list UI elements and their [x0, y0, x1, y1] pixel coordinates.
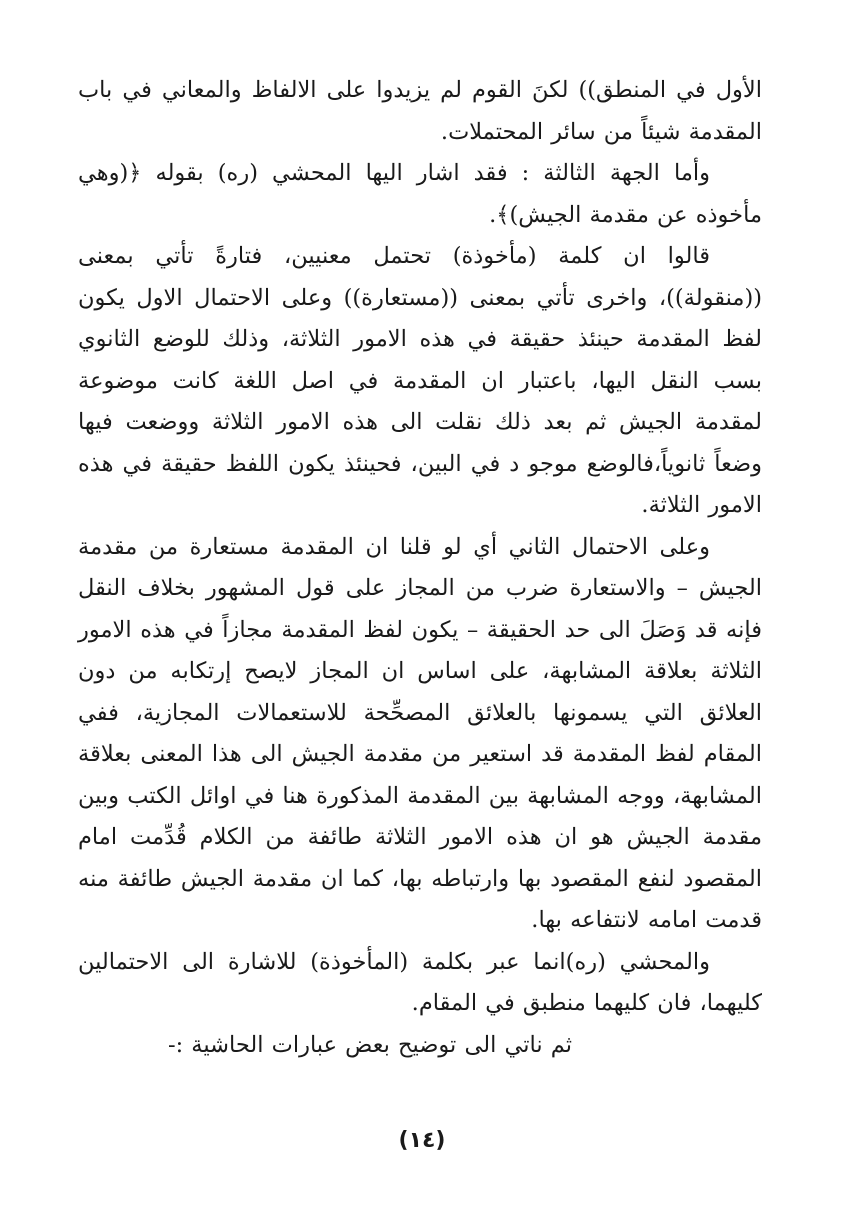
body-text [78, 70, 762, 1066]
paragraph-third-aspect: وأما الجهة الثالثة : فقد اشار اليها المحشي (ره) بقوله ﴿(وهي مأخوذه عن مقدمة الجيش)﴾. [78, 160, 762, 228]
paragraph-continuation: الأول في المنطق)) لكنَ القوم لم يزيدوا على الالفاظ والمعاني في باب المقدمة شيئاً من سائر المحتملات. [78, 77, 762, 145]
paragraph-second-possibility: وعلى الاحتمال الثاني أي لو قلنا ان المقدمة مستعارة من مقدمة الجيش – والاستعارة ضرب من المجاز على قول المشهور بخلاف النقل فإنه قد وَصَلَ الى حد الحقيقة – يكون لفظ المقدمة مجازاً في هذه الامور الثلاثة بعلاقة المشابهة، على اساس ان المجاز لايصح إرتكابه من دون العلائق التي يسمونها بالعلائق المصحِّحة للاستعمالات المجازية، ففي المقام لفظ المقدمة قد استعير من مقدمة الجيش الى هذا المعنى بعلاقة المشابهة، ووجه المشابهة بين المقدمة المذكورة هنا في اوائل الكتب وبين مقدمة الجيش هو ان هذه الامور الثلاثة طائفة من الكلام قُدِّمت امام المقصود لنفع المقصود بها وارتباطه بها، كما ان مقدمة الجيش طائفة منه قدمت امامه لانتفاعه بها. [78, 533, 762, 933]
paragraph-transition: ثم ناتي الى توضيح بعض عبارات الحاشية :- [167, 1031, 572, 1058]
page-number: (١٤) [398, 1128, 446, 1153]
paragraph-commentator: والمحشي (ره)انما عبر بكلمة (المأخوذة) للاشارة الى الاحتمالين كليهما، فان كليهما منطبق في المقام. [78, 948, 762, 1016]
paragraph-two-meanings: قالوا ان كلمة (مأخوذة) تحتمل معنيين، فتارةً تأتي بمعنى ((منقولة))، واخرى تأتي بمعنى ((مستعارة)) وعلى الاحتمال الاول يكون لفظ المقدمة حينئذ حقيقة في هذه الامور الثلاثة، وذلك للوضع الثانوي بسب النقل اليها، باعتبار ان المقدمة في اصل اللغة كانت موضوعة لمقدمة الجيش ثم بعد ذلك نقلت الى هذه الامور الثلاثة ووضعت فيها وضعاً ثانوياً،فالوضع موجو د في البين، فحينئذ يكون اللفظ حقيقة في هذه الامور الثلاثة. [78, 243, 762, 518]
